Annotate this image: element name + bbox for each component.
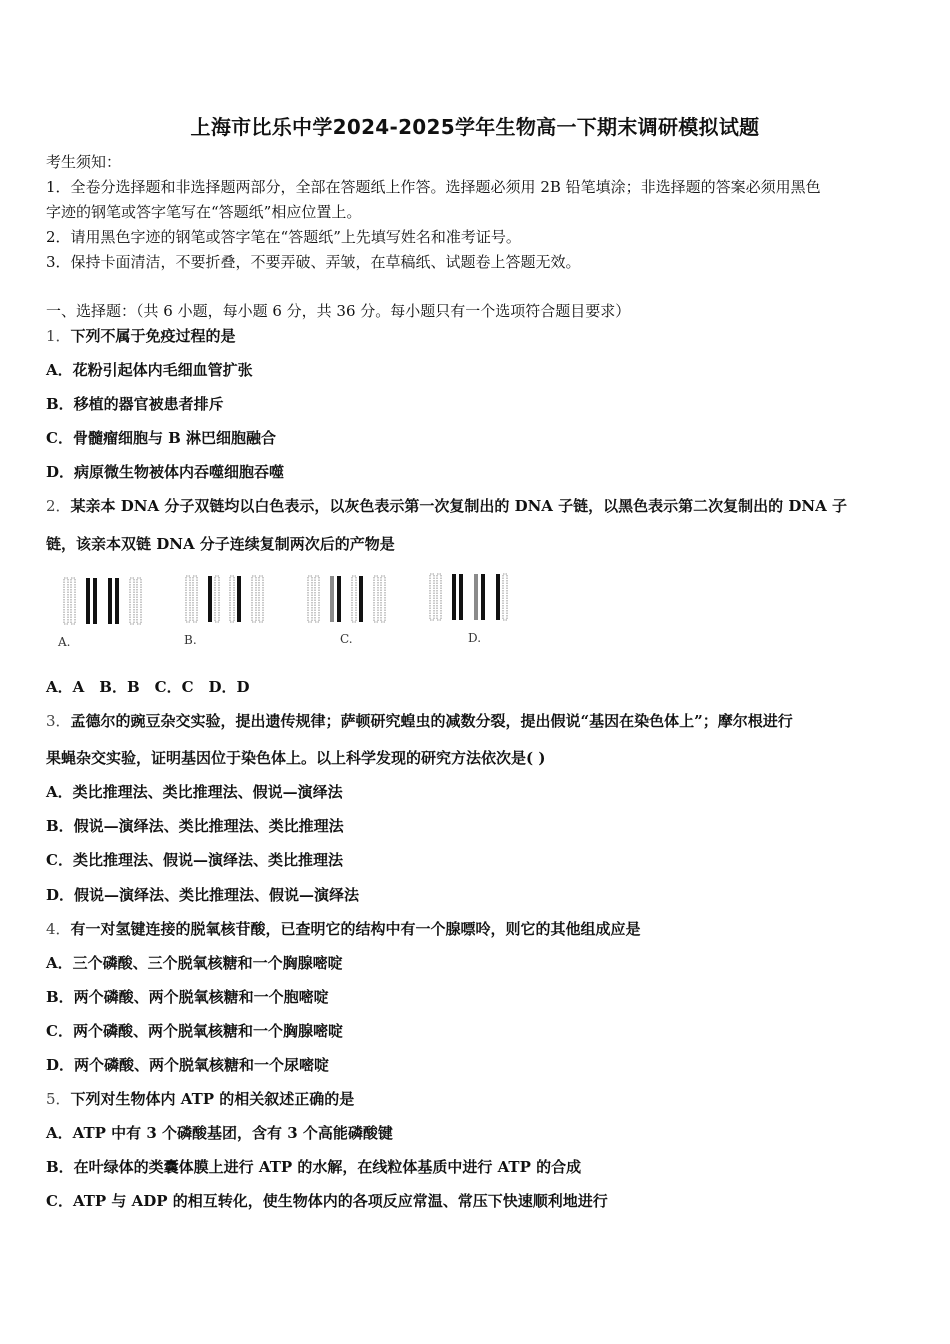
q3-option-a: A．类比推理法、类比推理法、假说—演绎法 xyxy=(46,783,343,801)
question-text: 有一对氢键连接的脱氧核苷酸，已查明它的结构中有一个腺嘌呤，则它的其他组成应是 xyxy=(70,920,641,938)
question-text: 下列对生物体内 ATP 的相关叙述正确的是 xyxy=(70,1090,355,1108)
notice-line-3: 2．请用黑色字迹的钢笔或答字笔在“答题纸”上先填写姓名和准考证号。 xyxy=(46,228,521,246)
notice-line-4: 3．保持卡面清洁，不要折叠，不要弄破、弄皱，在草稿纸、试题卷上答题无效。 xyxy=(46,253,581,271)
notice-line-1: 1．全卷分选择题和非选择题两部分，全部在答题纸上作答。选择题必须用 2B 铅笔填涂；非选择题的答案必须用黑色 xyxy=(46,178,821,196)
figure-label-d: D. xyxy=(468,631,482,645)
dna-strand xyxy=(259,576,263,622)
dna-strand xyxy=(93,578,97,624)
dna-strand xyxy=(496,574,500,620)
dna-strand xyxy=(130,578,134,624)
question-3-stem-line-1 xyxy=(46,711,793,731)
dna-strand xyxy=(352,576,356,622)
page-title: 上海市比乐中学2024-2025学年生物高一下期末调研模拟试题 xyxy=(190,115,760,139)
dna-strand xyxy=(208,576,212,622)
dna-strand xyxy=(430,574,434,620)
question-4-stem xyxy=(46,919,641,939)
figure-label-c: C. xyxy=(340,632,353,646)
question-1-stem xyxy=(46,326,236,346)
dna-strand xyxy=(503,574,507,620)
section-heading: 一、选择题：（共 6 小题，每小题 6 分，共 36 分。每小题只有一个选项符合题目要求） xyxy=(46,302,631,320)
notice-line-2: 字迹的钢笔或答字笔写在“答题纸”相应位置上。 xyxy=(46,203,362,221)
q1-option-a: A．花粉引起体内毛细血管扩张 xyxy=(46,361,253,379)
question-number: 1． xyxy=(46,327,71,345)
question-number: 2． xyxy=(46,497,71,515)
question-text: 孟德尔的豌豆杂交实验，提出遗传规律；萨顿研究蝗虫的减数分裂，提出假说“基因在染色体上”；摩尔根进行 xyxy=(70,712,793,730)
question-5-stem xyxy=(46,1089,354,1109)
question-number: 4． xyxy=(46,920,71,938)
dna-strand xyxy=(374,576,378,622)
dna-replication-figure xyxy=(56,570,536,650)
q4-option-b: B．两个磷酸、两个脱氧核糖和一个胞嘧啶 xyxy=(46,988,329,1006)
figure-label-b: B. xyxy=(184,633,197,647)
q2-options: A．A B．B C．C D．D xyxy=(46,678,250,696)
q1-option-b: B．移植的器官被患者排斥 xyxy=(46,395,224,413)
dna-strand xyxy=(381,576,385,622)
dna-strand xyxy=(474,574,478,620)
notice-heading: 考生须知： xyxy=(46,153,122,171)
dna-strand xyxy=(252,576,256,622)
q4-option-c: C．两个磷酸、两个脱氧核糖和一个胸腺嘧啶 xyxy=(46,1022,343,1040)
question-number: 3． xyxy=(46,712,71,730)
q3-option-d: D．假说—演绎法、类比推理法、假说—演绎法 xyxy=(46,886,360,904)
q3-option-b: B．假说—演绎法、类比推理法、类比推理法 xyxy=(46,817,344,835)
q5-option-c: C．ATP 与 ADP 的相互转化，使生物体内的各项反应常温、常压下快速顺利地进行 xyxy=(46,1192,608,1210)
dna-strand xyxy=(437,574,441,620)
dna-strand xyxy=(330,576,334,622)
dna-strand xyxy=(481,574,485,620)
dna-strand xyxy=(108,578,112,624)
dna-strand xyxy=(86,578,90,624)
question-3-stem-line-2: 果蝇杂交实验，证明基因位于染色体上。以上科学发现的研究方法依次是( ) xyxy=(46,749,546,767)
question-text: 下列不属于免疫过程的是 xyxy=(70,327,236,345)
dna-strand xyxy=(237,576,241,622)
dna-strand xyxy=(115,578,119,624)
q1-option-d: D．病原微生物被体内吞噬细胞吞噬 xyxy=(46,463,285,481)
q5-option-a: A．ATP 中有 3 个磷酸基团，含有 3 个高能磷酸键 xyxy=(46,1124,393,1142)
dna-strand xyxy=(308,576,312,622)
q5-option-b: B．在叶绿体的类囊体膜上进行 ATP 的水解，在线粒体基质中进行 ATP 的合成 xyxy=(46,1158,582,1176)
q1-option-c: C．骨髓瘤细胞与 B 淋巴细胞融合 xyxy=(46,429,277,447)
dna-strand xyxy=(452,574,456,620)
dna-strand xyxy=(230,576,234,622)
q3-option-c: C．类比推理法、假说—演绎法、类比推理法 xyxy=(46,851,343,869)
dna-strand xyxy=(193,576,197,622)
question-2-stem-line-2: 链，该亲本双链 DNA 分子连续复制两次后的产物是 xyxy=(46,535,395,553)
dna-strand xyxy=(459,574,463,620)
question-text: 某亲本 DNA 分子双链均以白色表示，以灰色表示第一次复制出的 DNA 子链，以黑色表示第二次复制出的 DNA 子 xyxy=(70,497,847,515)
q4-option-d: D．两个磷酸、两个脱氧核糖和一个尿嘧啶 xyxy=(46,1056,330,1074)
q4-option-a: A．三个磷酸、三个脱氧核糖和一个胸腺嘧啶 xyxy=(46,954,343,972)
figure-label-a: A. xyxy=(58,635,71,649)
dna-strand xyxy=(215,576,219,622)
dna-strand xyxy=(315,576,319,622)
dna-strand xyxy=(71,578,75,624)
dna-strand xyxy=(137,578,141,624)
dna-strand xyxy=(186,576,190,622)
dna-strand xyxy=(337,576,341,622)
dna-strand xyxy=(359,576,363,622)
question-2-stem-line-1 xyxy=(46,496,847,516)
dna-strand xyxy=(64,578,68,624)
question-number: 5． xyxy=(46,1090,71,1108)
